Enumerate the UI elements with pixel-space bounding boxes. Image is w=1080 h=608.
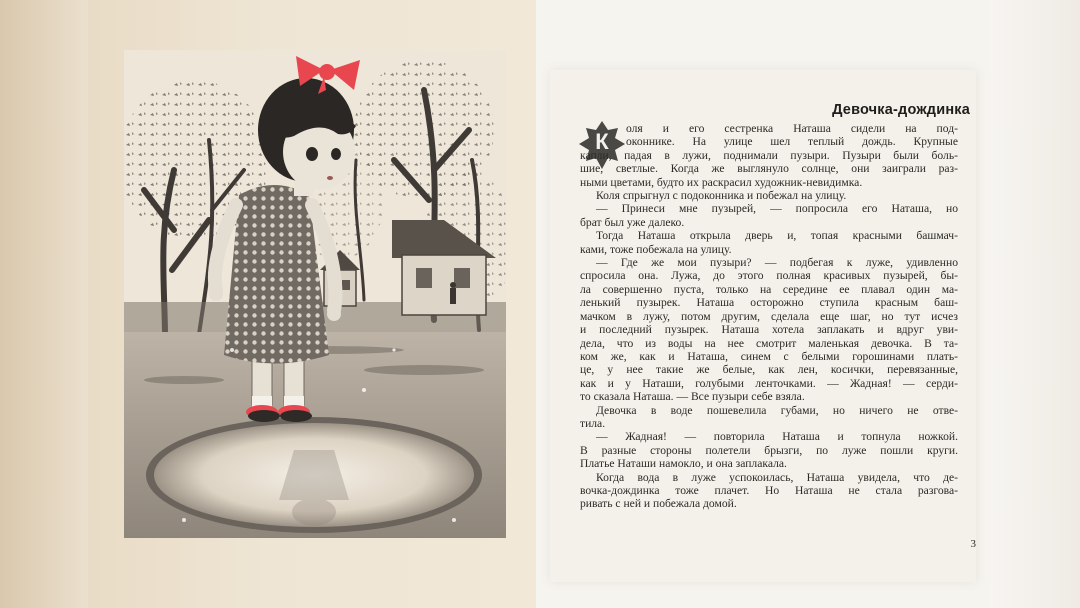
left-page: [88, 0, 536, 608]
chapter-title: Девочка-дождинка: [832, 102, 970, 118]
story-line: ленький пузырек. Наташа осторожно ступила красным баш-: [580, 296, 958, 310]
story-line: — Где же мои пузыри? — подбегая к луже, удивленно: [596, 256, 958, 270]
story-line: Девочка в воде пошевелила губами, но ничего не отве-: [596, 403, 958, 417]
story-line: тила.: [580, 416, 606, 430]
story-line: Коля спрыгнул с подоконника и побежал на улицу.: [596, 189, 847, 203]
story-line: брат был уже далеко.: [580, 215, 685, 229]
story-line: вочка-дождинка тоже плачет. Но Наташа не стала разгова-: [580, 483, 958, 497]
blurred-frame-right: [990, 0, 1080, 608]
story-line: ла совершенно пуста, только на середине ее плавал один ма-: [580, 282, 958, 296]
story-line: капли, падая в лужи, поднимали пузыри. Пузыри были боль-: [580, 148, 958, 162]
story-line: — Принеси мне пузырей, — попросила его Наташа, но: [596, 202, 958, 216]
story-line: и последний пузырек. Наташа хотела заплакать и вдруг уви-: [580, 323, 958, 337]
story-line: мачком в лужу, потом другим, сделала еще шаг, но тут исчез: [580, 309, 958, 323]
story-line: ными цветами, будто их раскрасил художник-невидимка.: [580, 175, 863, 189]
story-line: це, у нее такие же белые, как лен, косички, перевязанные,: [580, 363, 958, 377]
story-line: — Жадная! — повторила Наташа и топнула ножкой.: [596, 430, 958, 444]
story-line: В разные стороны полетели брызги, по луже пошли круги.: [580, 443, 958, 457]
girl-puddle-illustration: [124, 50, 506, 538]
drop-cap-letter: К: [595, 129, 609, 154]
story-line: ком же, как и Наташа, синем с белыми горошинами плать-: [580, 349, 958, 363]
story-line: то сказала Наташа. — Все пузыри себе взяла.: [580, 390, 805, 404]
story-line: ками, тоже побежала на улицу.: [580, 242, 732, 256]
story-line: Тогда Наташа открыла дверь и, топая красными башмач-: [596, 229, 958, 243]
story-line: оля и его сестренка Наташа сидели на под-: [626, 122, 958, 135]
story-line: Когда вода в луже успокоилась, Наташа увидела, что де-: [596, 470, 958, 484]
blurred-frame-left: [0, 0, 88, 608]
story-line: шие, светлые. Когда же выглянуло солнце, они заиграли раз-: [580, 162, 958, 176]
story-line: ривать с ней и побежала домой.: [580, 497, 737, 511]
story-line: оконнике. На улице шел теплый дождь. Крупные: [626, 135, 958, 149]
story-line: дела, что из воды на нее смотрит маленькая девочка. В та-: [580, 336, 958, 350]
story-line: как и у Наташи, голубыми ленточками. — Жадная! — серди-: [580, 376, 958, 390]
text-page: [550, 70, 976, 582]
page-number: 3: [970, 538, 976, 550]
story-line: спросила она. Лужа, до этого полная красивых пузырей, бы-: [580, 269, 958, 283]
story-line: Платье Наташи намокло, и она заплакала.: [580, 457, 787, 471]
story-text: [580, 122, 958, 511]
right-page: [536, 0, 990, 608]
